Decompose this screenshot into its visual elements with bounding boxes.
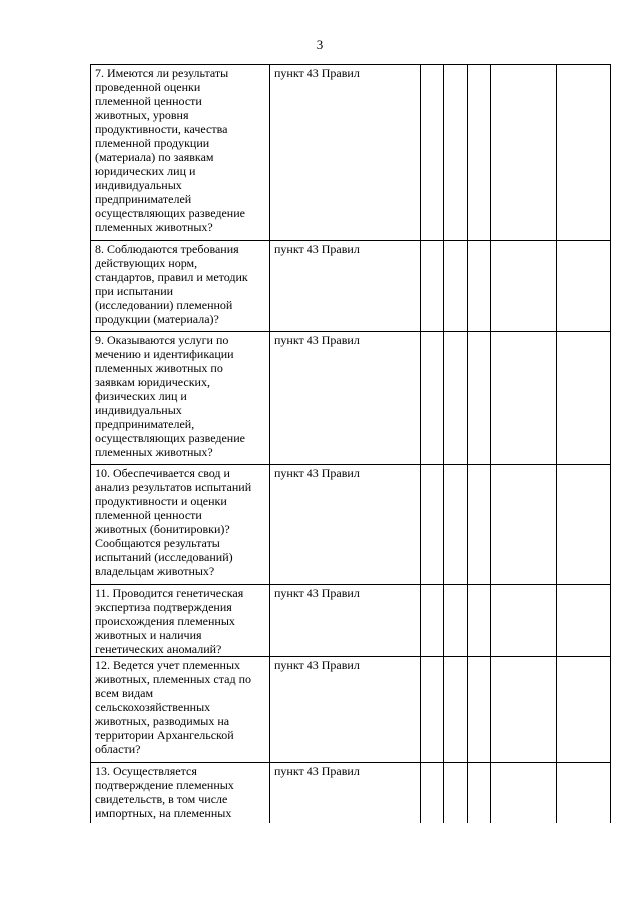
question-line: происхождения племенных (95, 614, 235, 628)
question-line: племенных животных? (95, 445, 213, 459)
question-line: мечению и идентификации (95, 347, 234, 361)
question-line: проведенной оценки (95, 80, 201, 94)
question-line: всем видам (95, 686, 154, 700)
question-line: физических лиц и (95, 389, 187, 403)
question-line: действующих норм, (95, 256, 198, 270)
question-line: животных, разводимых на (95, 714, 230, 728)
page-number: 3 (316, 37, 324, 52)
question-cell (91, 465, 270, 585)
answer-cell-na (468, 585, 491, 657)
question-line: животных (бонитировки)? (95, 522, 230, 536)
question-cell (91, 657, 270, 763)
answer-cell-yes (421, 465, 444, 585)
question-line: племенной ценности (95, 94, 202, 108)
reference-cell: пункт 43 Правил (270, 585, 421, 657)
question-line: сельскохозяйственных (95, 700, 211, 714)
answer-cell-yes (421, 241, 444, 332)
question-line: испытаний (исследований) (95, 550, 233, 564)
table-row (91, 657, 611, 763)
answer-cell-no (444, 465, 468, 585)
answer-cell-na (468, 657, 491, 763)
reference-cell: пункт 43 Правил (270, 65, 421, 241)
question-line: племенной ценности (95, 508, 202, 522)
question-line: животных, уровня (95, 108, 189, 122)
question-line: продукции (материала)? (95, 312, 219, 326)
question-line: экспертиза подтверждения (95, 600, 232, 614)
table-row (91, 763, 611, 823)
reference-cell: пункт 43 Правил (270, 763, 421, 823)
answer-cell-note (557, 657, 611, 763)
answer-cell-extra (491, 332, 557, 465)
question-line: юридических лиц и (95, 164, 196, 178)
reference-cell: пункт 43 Правил (270, 241, 421, 332)
question-line: предпринимателей (95, 192, 192, 206)
answer-cell-yes (421, 585, 444, 657)
answer-cell-note (557, 763, 611, 823)
answer-cell-extra (491, 465, 557, 585)
question-line: продуктивности, качества (95, 122, 228, 136)
table-row (91, 65, 611, 241)
question-line: свидетельств, в том числе (95, 792, 228, 806)
answer-cell-yes (421, 763, 444, 823)
answer-cell-extra (491, 241, 557, 332)
question-line: животных и наличия (95, 628, 202, 642)
answer-cell-note (557, 241, 611, 332)
reference-cell: пункт 43 Правил (270, 657, 421, 763)
question-line: импортных, на племенных (95, 806, 232, 820)
question-line: (исследовании) племенной (95, 298, 233, 312)
answer-cell-no (444, 332, 468, 465)
question-line: заявкам юридических, (95, 375, 210, 389)
answer-cell-no (444, 763, 468, 823)
question-line: 8. Соблюдаются требования (95, 242, 239, 256)
question-line: животных, племенных стад по (95, 672, 251, 686)
answer-cell-na (468, 332, 491, 465)
question-line: при испытании (95, 284, 174, 298)
answer-cell-no (444, 241, 468, 332)
question-line: владельцам животных? (95, 564, 215, 578)
question-line: области? (95, 742, 141, 756)
question-line: стандартов, правил и методик (95, 270, 248, 284)
question-cell (91, 585, 270, 657)
table-row (91, 332, 611, 465)
table-row (91, 241, 611, 332)
question-line: (материала) по заявкам (95, 150, 214, 164)
question-line: племенной продукции (95, 136, 210, 150)
answer-cell-yes (421, 657, 444, 763)
answer-cell-extra (491, 585, 557, 657)
question-line: генетических аномалий? (95, 642, 222, 656)
answer-cell-note (557, 585, 611, 657)
answer-cell-yes (421, 332, 444, 465)
question-line: территории Архангельской (95, 728, 234, 742)
question-line: 12. Ведется учет племенных (95, 658, 241, 672)
answer-cell-na (468, 465, 491, 585)
question-line: Сообщаются результаты (95, 536, 220, 550)
answer-cell-note (557, 465, 611, 585)
question-cell (91, 241, 270, 332)
question-line: племенных животных по (95, 361, 223, 375)
answer-cell-na (468, 763, 491, 823)
answer-cell-na (468, 241, 491, 332)
answer-cell-extra (491, 65, 557, 241)
question-cell (91, 65, 270, 241)
question-line: индивидуальных (95, 403, 182, 417)
question-line: осуществляющих разведение (95, 431, 245, 445)
table-row (91, 465, 611, 585)
answer-cell-na (468, 65, 491, 241)
answer-cell-note (557, 332, 611, 465)
question-line: предпринимателей, (95, 417, 195, 431)
question-line: подтверждение племенных (95, 778, 234, 792)
question-cell (91, 332, 270, 465)
answer-cell-no (444, 65, 468, 241)
answer-cell-extra (491, 763, 557, 823)
answer-cell-extra (491, 657, 557, 763)
question-line: 7. Имеются ли результаты (95, 66, 229, 80)
table-row (91, 585, 611, 657)
reference-cell: пункт 43 Правил (270, 332, 421, 465)
answer-cell-no (444, 657, 468, 763)
question-line: 10. Обеспечивается свод и (95, 466, 230, 480)
question-line: 13. Осуществляется (95, 764, 197, 778)
checklist-table (90, 64, 611, 823)
answer-cell-note (557, 65, 611, 241)
answer-cell-yes (421, 65, 444, 241)
question-line: 11. Проводится генетическая (95, 586, 244, 600)
question-line: анализ результатов испытаний (95, 480, 252, 494)
question-line: племенных животных? (95, 220, 213, 234)
question-line: индивидуальных (95, 178, 182, 192)
answer-cell-no (444, 585, 468, 657)
question-cell (91, 763, 270, 823)
reference-cell: пункт 43 Правил (270, 465, 421, 585)
question-line: 9. Оказываются услуги по (95, 333, 229, 347)
question-line: осуществляющих разведение (95, 206, 245, 220)
question-line: продуктивности и оценки (95, 494, 227, 508)
